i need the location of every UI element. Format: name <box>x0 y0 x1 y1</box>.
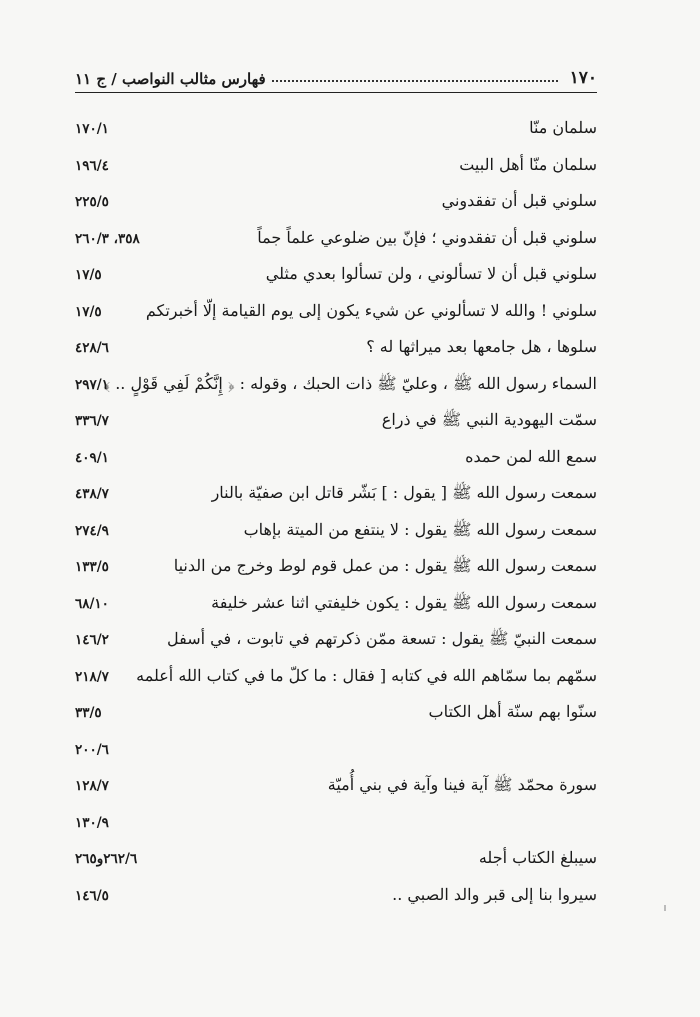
running-title: فهارس مثالب النواصب / ج ١١ <box>75 70 266 88</box>
entry-reference: ٢٦٢/٦و٢٦٥ <box>75 851 138 867</box>
entry-phrase: سمعت رسول الله ﷺ [ يقول : ] بَشّر قاتل ابن صفيّة بالنار <box>211 483 597 502</box>
entry-reference: ٤٢٨/٦ <box>75 340 109 356</box>
index-entry <box>75 147 597 184</box>
entry-reference: ٢٠٠/٦ <box>75 741 109 758</box>
index-entry <box>75 621 597 658</box>
entry-reference: ١٣٣/٥ <box>75 559 109 575</box>
entry-phrase: سلوني ! والله لا تسألوني عن شيء يكون إلى يوم القيامة إلّا أخبرتكم <box>145 300 597 320</box>
page-header <box>75 62 597 88</box>
entry-phrase: سيروا بنا إلى قبر والد الصبي .. <box>392 884 597 904</box>
entry-reference: ٤٠٩/١ <box>75 449 109 466</box>
entry-phrase: سمعت رسول الله ﷺ يقول : لا ينتفع من الميتة بإهاب <box>243 519 597 539</box>
index-entry <box>75 694 597 731</box>
index-entry <box>75 804 597 841</box>
entry-phrase: سمعت رسول الله ﷺ يقول : يكون خليفتي اثنا عشر خليفة <box>211 592 597 612</box>
entry-phrase: سلوها ، هل جامعها بعد ميراثها له ؟ <box>366 337 597 356</box>
index-entry <box>75 110 597 147</box>
entry-reference: ١٤٦/٥ <box>75 887 109 904</box>
page-number: ١٧٠ <box>569 68 597 88</box>
index-entry <box>75 293 597 330</box>
index-entry <box>75 366 597 403</box>
entry-reference: ٣٣٦/٧ <box>75 413 109 429</box>
entry-reference: ٣٣/٥ <box>75 705 102 721</box>
index-entry <box>75 840 597 877</box>
index-entry <box>75 548 597 585</box>
entry-phrase: سمعت رسول الله ﷺ يقول : من عمل قوم لوط وخرج من الدنيا <box>173 556 597 575</box>
entry-phrase: سمّت اليهودية النبي ﷺ في ذراع <box>381 410 597 429</box>
entry-reference: ١٩٦/٤ <box>75 157 109 174</box>
entry-phrase: سمع الله لمن حمده <box>465 446 597 466</box>
entry-phrase: السماء رسول الله ﷺ ، وعليّ ﷺ ذات الحبك ، وقوله : ﴿ إِنَّكُمْ لَفِي قَوْلٍ .. ﴾ <box>103 373 597 393</box>
entry-reference: ٦٨/١٠ <box>75 595 109 612</box>
index-entry <box>75 402 597 439</box>
index-entry <box>75 512 597 549</box>
entry-reference: ٢٩٧/١ <box>75 376 109 393</box>
entry-phrase: سلوني قبل أن تفقدوني <box>441 191 597 210</box>
index-list <box>75 110 597 913</box>
index-entry <box>75 767 597 804</box>
entry-phrase: سمعت النبيّ ﷺ يقول : تسعة ممّن ذكرتهم في تابوت ، في أسفل <box>167 629 597 648</box>
index-entry <box>75 658 597 695</box>
index-entry <box>75 329 597 366</box>
entry-reference: ٣٥٨، ٢٦٠/٣ <box>75 230 140 247</box>
entry-reference: ٢٧٤/٩ <box>75 522 109 539</box>
index-entry <box>75 877 597 914</box>
index-entry <box>75 183 597 220</box>
entry-reference: ١٣٠/٩ <box>75 814 109 831</box>
entry-phrase: سورة محمّد ﷺ آية فينا وآية في بني أُميّة <box>327 775 597 794</box>
entry-phrase: سلوني قبل أن لا تسألوني ، ولن تسألوا بعدي مثلي <box>265 264 597 283</box>
index-entry <box>75 439 597 476</box>
entry-phrase: سمّهم بما سمّاهم الله في كتابه [ فقال : ما كلّ ما في كتاب الله أعلمه <box>136 665 597 685</box>
entry-phrase: سلمان منّا أهل البيت <box>459 154 597 174</box>
entry-reference: ١٧/٥ <box>75 303 102 320</box>
index-entry <box>75 256 597 293</box>
entry-reference: ١٢٨/٧ <box>75 778 109 794</box>
entry-reference: ١٤٦/٢ <box>75 632 109 648</box>
entry-reference: ٢١٨/٧ <box>75 668 109 685</box>
entry-phrase: سيبلغ الكتاب أجله <box>478 848 597 867</box>
entry-reference: ١٧/٥ <box>75 267 102 283</box>
entry-reference: ١٧٠/١ <box>75 121 109 137</box>
index-entry <box>75 475 597 512</box>
index-entry <box>75 220 597 257</box>
entry-reference: ٢٢٥/٥ <box>75 194 109 210</box>
entry-phrase: سلوني قبل أن تفقدوني ؛ فإنّ بين ضلوعي علماً جماً <box>257 227 597 247</box>
entry-reference: ٤٣٨/٧ <box>75 486 109 502</box>
index-entry <box>75 585 597 622</box>
index-entry <box>75 731 597 768</box>
leader-dots <box>272 80 558 82</box>
entry-phrase: سلمان منّا <box>529 118 597 137</box>
entry-phrase: سنّوا بهم سنّة أهل الكتاب <box>428 702 597 721</box>
header-rule <box>75 92 597 93</box>
margin-mark <box>664 905 666 911</box>
